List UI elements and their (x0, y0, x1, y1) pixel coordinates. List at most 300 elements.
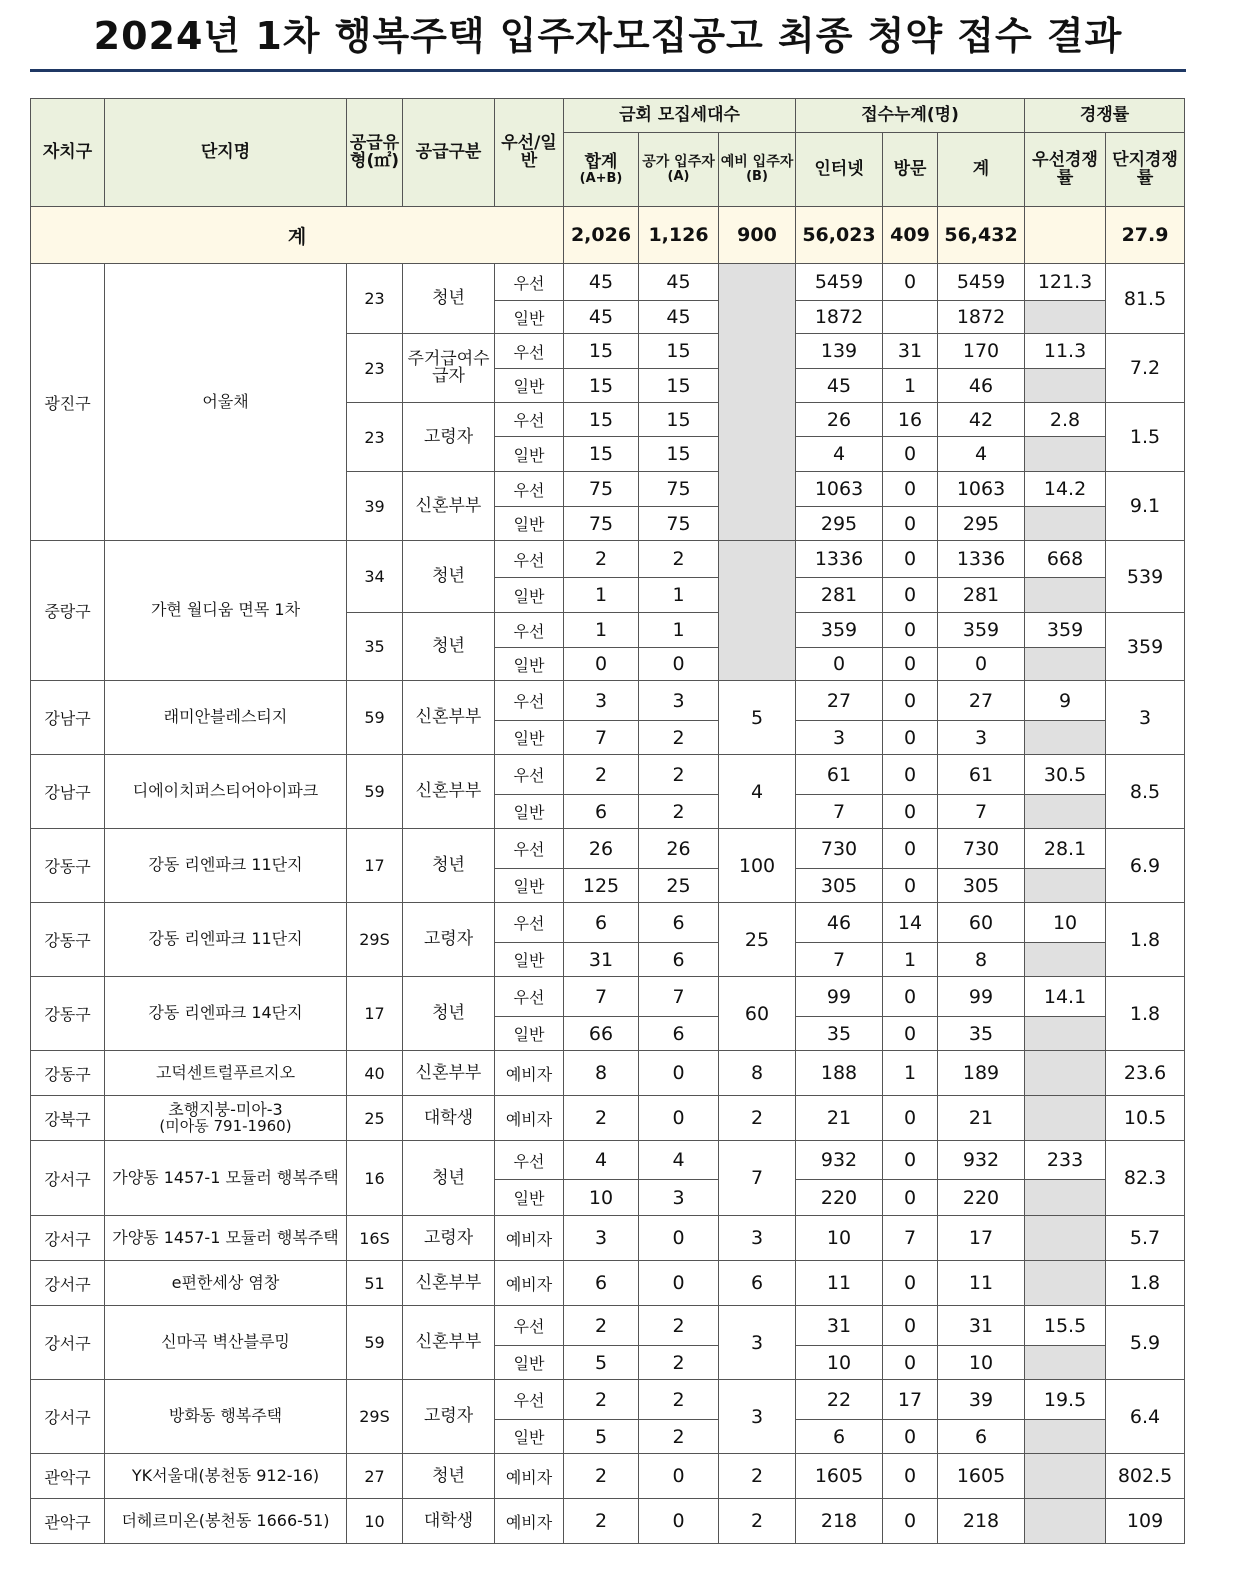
recruit-vacant-cell: 15 (639, 334, 719, 369)
apply-internet-cell: 359 (796, 613, 883, 648)
recruit-reserve-cell: 7 (719, 1141, 796, 1216)
apply-sum-cell: 189 (938, 1051, 1025, 1096)
complex-name-cell (105, 1380, 347, 1454)
complex-name: 가양동 1457-1 모듈러 행복주택 (112, 1227, 339, 1247)
priority-cell: 우선 (495, 472, 564, 507)
apply-visit-cell: 7 (883, 1216, 938, 1261)
table-row (31, 1499, 1185, 1544)
recruit-vacant-cell: 0 (639, 1096, 719, 1141)
complex-name-cell (105, 1096, 347, 1141)
apply-sum-cell: 359 (938, 613, 1025, 648)
header-recruit-reserve-sub: (B) (746, 169, 768, 185)
supply-type-cell: 17 (347, 977, 403, 1051)
apply-visit-cell: 0 (883, 795, 938, 829)
district-cell: 관악구 (31, 1454, 105, 1499)
recruit-reserve-cell: 2 (719, 1096, 796, 1141)
priority-cell: 우선 (495, 681, 564, 721)
header-recruit-total-sub: (A+B) (579, 170, 623, 186)
recruit-total-cell: 10 (564, 1180, 639, 1216)
title-underline (30, 69, 1186, 72)
apply-sum-cell: 10 (938, 1346, 1025, 1380)
recruit-vacant-cell: 0 (639, 648, 719, 681)
complex-competition-cell: 81.5 (1106, 264, 1185, 334)
apply-internet-cell: 220 (796, 1180, 883, 1216)
priority-competition-cell (1025, 1051, 1106, 1096)
recruit-vacant-cell: 2 (639, 721, 719, 755)
district-cell: 강서구 (31, 1261, 105, 1306)
recruit-vacant-cell: 1 (639, 613, 719, 648)
header-recruit-vacant-sub: (A) (667, 169, 690, 185)
total-visit: 409 (883, 207, 938, 264)
district-cell: 강서구 (31, 1216, 105, 1261)
recruit-total-cell: 0 (564, 648, 639, 681)
supply-type-cell: 40 (347, 1051, 403, 1096)
apply-visit-cell: 0 (883, 1261, 938, 1306)
supply-type-cell: 10 (347, 1499, 403, 1544)
recruit-reserve-cell: 6 (719, 1261, 796, 1306)
supply-class-cell: 청년 (403, 264, 495, 334)
supply-type-cell: 39 (347, 472, 403, 541)
priority-competition-cell (1025, 1180, 1106, 1216)
complex-name: e편한세상 염창 (171, 1272, 280, 1292)
total-recruit-reserve: 900 (719, 207, 796, 264)
supply-class-cell: 고령자 (403, 1216, 495, 1261)
priority-cell: 예비자 (495, 1499, 564, 1544)
apply-visit-cell: 1 (883, 369, 938, 403)
recruit-total-cell: 75 (564, 472, 639, 507)
supply-class-cell: 청년 (403, 1454, 495, 1499)
recruit-vacant-cell: 0 (639, 1051, 719, 1096)
results-table (30, 98, 1185, 1544)
complex-name: 방화동 행복주택 (168, 1406, 283, 1426)
recruit-vacant-cell: 6 (639, 903, 719, 943)
priority-cell: 예비자 (495, 1051, 564, 1096)
supply-type-cell: 59 (347, 681, 403, 755)
complex-name: 강동 리엔파크 11단지 (148, 855, 303, 875)
recruit-total-cell: 3 (564, 1216, 639, 1261)
recruit-vacant-cell: 25 (639, 869, 719, 903)
recruit-vacant-cell: 2 (639, 795, 719, 829)
apply-sum-cell: 27 (938, 681, 1025, 721)
supply-type-cell: 34 (347, 541, 403, 613)
apply-sum-cell: 0 (938, 648, 1025, 681)
recruit-total-cell: 4 (564, 1141, 639, 1180)
apply-internet-cell: 1063 (796, 472, 883, 507)
supply-class-cell: 청년 (403, 829, 495, 903)
apply-sum-cell: 170 (938, 334, 1025, 369)
complex-name: 더헤르미온(봉천동 1666-51) (121, 1510, 330, 1530)
complex-name-cell (105, 1454, 347, 1499)
complex-competition-cell: 8.5 (1106, 755, 1185, 829)
apply-visit-cell: 0 (883, 578, 938, 613)
supply-type-cell: 29S (347, 903, 403, 977)
apply-sum-cell: 8 (938, 943, 1025, 977)
priority-cell: 우선 (495, 977, 564, 1017)
header-apply-visit: 방문 (883, 133, 938, 207)
supply-class-cell: 신혼부부 (403, 681, 495, 755)
apply-sum-cell: 99 (938, 977, 1025, 1017)
recruit-vacant-cell: 2 (639, 1306, 719, 1346)
total-priority-competition (1025, 207, 1106, 264)
priority-cell: 일반 (495, 301, 564, 334)
priority-cell: 일반 (495, 648, 564, 681)
recruit-total-cell: 45 (564, 264, 639, 301)
priority-cell: 일반 (495, 1017, 564, 1051)
apply-internet-cell: 139 (796, 334, 883, 369)
recruit-vacant-cell: 75 (639, 507, 719, 541)
priority-cell: 우선 (495, 1306, 564, 1346)
recruit-total-cell: 2 (564, 541, 639, 578)
apply-internet-cell: 99 (796, 977, 883, 1017)
complex-name: 초행지붕-미아-3 (168, 1099, 283, 1119)
complex-name-cell (105, 755, 347, 829)
supply-class-cell: 청년 (403, 541, 495, 613)
apply-internet-cell: 31 (796, 1306, 883, 1346)
apply-internet-cell: 1605 (796, 1454, 883, 1499)
recruit-total-cell: 66 (564, 1017, 639, 1051)
header-recruit-reserve (719, 133, 796, 207)
apply-internet-cell: 61 (796, 755, 883, 795)
priority-competition-cell: 2.8 (1025, 403, 1106, 437)
recruit-total-cell: 2 (564, 1454, 639, 1499)
priority-competition-cell: 9 (1025, 681, 1106, 721)
recruit-total-cell: 5 (564, 1346, 639, 1380)
complex-competition-cell: 1.8 (1106, 1261, 1185, 1306)
complex-name: 신마곡 벽산블루밍 (161, 1332, 290, 1352)
table-row (31, 1306, 1185, 1346)
apply-visit-cell: 0 (883, 648, 938, 681)
priority-cell: 일반 (495, 795, 564, 829)
recruit-total-cell: 6 (564, 795, 639, 829)
total-recruit-vacant: 1,126 (639, 207, 719, 264)
complex-address: (미아동 791-1960) (159, 1116, 292, 1135)
recruit-reserve-cell (719, 541, 796, 681)
priority-competition-cell (1025, 578, 1106, 613)
apply-sum-cell: 1872 (938, 301, 1025, 334)
complex-competition-cell: 1.8 (1106, 903, 1185, 977)
apply-visit-cell: 14 (883, 903, 938, 943)
apply-internet-cell: 21 (796, 1096, 883, 1141)
complex-name-cell (105, 1141, 347, 1216)
complex-name: 고덕센트럴푸르지오 (155, 1062, 296, 1082)
apply-internet-cell: 218 (796, 1499, 883, 1544)
complex-name-cell (105, 1216, 347, 1261)
recruit-reserve-cell: 2 (719, 1454, 796, 1499)
recruit-total-cell: 15 (564, 437, 639, 472)
table-row (31, 977, 1185, 1017)
apply-visit-cell: 0 (883, 829, 938, 869)
header-priority-competition: 우선경쟁률 (1025, 133, 1106, 207)
priority-cell: 일반 (495, 369, 564, 403)
district-cell: 강서구 (31, 1141, 105, 1216)
header-recruit-vacant (639, 133, 719, 207)
priority-competition-cell: 30.5 (1025, 755, 1106, 795)
apply-visit-cell: 0 (883, 1180, 938, 1216)
recruit-total-cell: 6 (564, 903, 639, 943)
complex-competition-cell: 1.5 (1106, 403, 1185, 472)
priority-competition-cell: 28.1 (1025, 829, 1106, 869)
recruit-vacant-cell: 15 (639, 369, 719, 403)
recruit-vacant-cell: 2 (639, 1380, 719, 1420)
complex-competition-cell: 539 (1106, 541, 1185, 613)
priority-competition-cell: 14.1 (1025, 977, 1106, 1017)
table-row (31, 264, 1185, 301)
header-district: 자치구 (31, 99, 105, 207)
apply-visit-cell: 0 (883, 541, 938, 578)
priority-competition-cell (1025, 648, 1106, 681)
apply-visit-cell: 0 (883, 507, 938, 541)
apply-visit-cell: 0 (883, 1499, 938, 1544)
apply-sum-cell: 31 (938, 1306, 1025, 1346)
apply-visit-cell: 0 (883, 1141, 938, 1180)
complex-name: 래미안블레스티지 (163, 707, 288, 727)
priority-competition-cell (1025, 721, 1106, 755)
priority-competition-cell: 121.3 (1025, 264, 1106, 301)
table-row (31, 541, 1185, 578)
header-complex: 단지명 (105, 99, 347, 207)
priority-competition-cell: 19.5 (1025, 1380, 1106, 1420)
priority-competition-cell (1025, 1420, 1106, 1454)
priority-cell: 우선 (495, 264, 564, 301)
apply-visit-cell: 0 (883, 869, 938, 903)
apply-internet-cell: 6 (796, 1420, 883, 1454)
complex-name: 가현 월디움 면목 1차 (150, 600, 301, 620)
recruit-reserve-cell: 25 (719, 903, 796, 977)
apply-visit-cell: 16 (883, 403, 938, 437)
complex-competition-cell: 802.5 (1106, 1454, 1185, 1499)
supply-type-cell: 35 (347, 613, 403, 681)
recruit-total-cell: 15 (564, 403, 639, 437)
district-cell: 강동구 (31, 903, 105, 977)
table-row (31, 1380, 1185, 1420)
supply-class-cell: 청년 (403, 613, 495, 681)
table-row (31, 903, 1185, 943)
complex-competition-cell: 359 (1106, 613, 1185, 681)
total-complex-competition: 27.9 (1106, 207, 1185, 264)
apply-sum-cell: 220 (938, 1180, 1025, 1216)
supply-class-cell: 청년 (403, 977, 495, 1051)
recruit-total-cell: 5 (564, 1420, 639, 1454)
recruit-total-cell: 8 (564, 1051, 639, 1096)
priority-cell: 우선 (495, 755, 564, 795)
recruit-vacant-cell: 2 (639, 755, 719, 795)
recruit-vacant-cell: 15 (639, 403, 719, 437)
district-cell: 강남구 (31, 755, 105, 829)
complex-name-cell (105, 1051, 347, 1096)
complex-competition-cell: 3 (1106, 681, 1185, 755)
apply-visit-cell: 31 (883, 334, 938, 369)
header-apply-sum: 계 (938, 133, 1025, 207)
priority-cell: 우선 (495, 1380, 564, 1420)
apply-internet-cell: 7 (796, 795, 883, 829)
recruit-vacant-cell: 1 (639, 578, 719, 613)
recruit-vacant-cell: 2 (639, 541, 719, 578)
recruit-reserve-cell: 3 (719, 1380, 796, 1454)
apply-sum-cell: 281 (938, 578, 1025, 613)
apply-internet-cell: 45 (796, 369, 883, 403)
recruit-vacant-cell: 6 (639, 943, 719, 977)
recruit-total-cell: 3 (564, 681, 639, 721)
recruit-reserve-cell: 100 (719, 829, 796, 903)
recruit-total-cell: 1 (564, 613, 639, 648)
apply-visit-cell: 0 (883, 264, 938, 301)
priority-cell: 우선 (495, 613, 564, 648)
apply-sum-cell: 42 (938, 403, 1025, 437)
supply-type-cell: 16 (347, 1141, 403, 1216)
complex-name: 디에이치퍼스티어아이파크 (132, 781, 319, 801)
recruit-vacant-cell: 0 (639, 1261, 719, 1306)
header-supply-class: 공급구분 (403, 99, 495, 207)
apply-visit-cell: 0 (883, 721, 938, 755)
priority-competition-cell: 11.3 (1025, 334, 1106, 369)
apply-internet-cell: 932 (796, 1141, 883, 1180)
apply-internet-cell: 26 (796, 403, 883, 437)
apply-internet-cell: 27 (796, 681, 883, 721)
priority-cell: 우선 (495, 1141, 564, 1180)
priority-cell: 우선 (495, 334, 564, 369)
recruit-vacant-cell: 0 (639, 1454, 719, 1499)
complex-competition-cell: 5.9 (1106, 1306, 1185, 1380)
complex-name-cell (105, 903, 347, 977)
recruit-reserve-cell: 5 (719, 681, 796, 755)
apply-internet-cell: 295 (796, 507, 883, 541)
apply-internet-cell: 10 (796, 1216, 883, 1261)
recruit-vacant-cell: 0 (639, 1216, 719, 1261)
priority-competition-cell (1025, 1454, 1106, 1499)
recruit-total-cell: 2 (564, 1096, 639, 1141)
supply-type-cell: 27 (347, 1454, 403, 1499)
table-row (31, 829, 1185, 869)
complex-name-cell (105, 681, 347, 755)
apply-sum-cell: 61 (938, 755, 1025, 795)
supply-class-cell: 신혼부부 (403, 1051, 495, 1096)
recruit-vacant-cell: 3 (639, 1180, 719, 1216)
apply-sum-cell: 11 (938, 1261, 1025, 1306)
apply-visit-cell: 0 (883, 681, 938, 721)
recruit-total-cell: 15 (564, 334, 639, 369)
supply-class-cell: 대학생 (403, 1499, 495, 1544)
complex-name: 강동 리엔파크 14단지 (148, 1003, 303, 1023)
supply-class-cell: 신혼부부 (403, 755, 495, 829)
priority-competition-cell: 15.5 (1025, 1306, 1106, 1346)
apply-visit-cell: 0 (883, 1346, 938, 1380)
complex-name-cell (105, 1261, 347, 1306)
table-row (31, 1261, 1185, 1306)
header-complex-competition: 단지경쟁률 (1106, 133, 1185, 207)
complex-name-cell (105, 977, 347, 1051)
header-competition-group: 경쟁률 (1025, 99, 1185, 133)
apply-visit-cell (883, 301, 938, 334)
district-cell: 관악구 (31, 1499, 105, 1544)
supply-type-cell: 17 (347, 829, 403, 903)
recruit-total-cell: 7 (564, 977, 639, 1017)
apply-sum-cell: 295 (938, 507, 1025, 541)
recruit-total-cell: 125 (564, 869, 639, 903)
recruit-total-cell: 1 (564, 578, 639, 613)
district-cell: 강남구 (31, 681, 105, 755)
total-internet: 56,023 (796, 207, 883, 264)
total-row (31, 207, 1185, 264)
header-recruit-group: 금회 모집세대수 (564, 99, 796, 133)
priority-competition-cell: 668 (1025, 541, 1106, 578)
apply-internet-cell: 281 (796, 578, 883, 613)
complex-competition-cell: 7.2 (1106, 334, 1185, 403)
supply-type-cell: 29S (347, 1380, 403, 1454)
priority-cell: 일반 (495, 437, 564, 472)
apply-visit-cell: 0 (883, 437, 938, 472)
apply-internet-cell: 3 (796, 721, 883, 755)
complex-name-cell (105, 829, 347, 903)
priority-competition-cell (1025, 1499, 1106, 1544)
recruit-total-cell: 31 (564, 943, 639, 977)
table-row (31, 1141, 1185, 1180)
recruit-reserve-cell: 3 (719, 1216, 796, 1261)
recruit-vacant-cell: 7 (639, 977, 719, 1017)
recruit-vacant-cell: 75 (639, 472, 719, 507)
recruit-total-cell: 75 (564, 507, 639, 541)
supply-class-cell: 고령자 (403, 403, 495, 472)
supply-type-cell: 59 (347, 755, 403, 829)
complex-name: 강동 리엔파크 11단지 (148, 929, 303, 949)
header-recruit-reserve-label: 예비 입주자 (720, 154, 794, 171)
priority-competition-cell (1025, 869, 1106, 903)
complex-name: YK서울대(봉천동 912-16) (131, 1465, 320, 1485)
apply-internet-cell: 4 (796, 437, 883, 472)
recruit-reserve-cell: 2 (719, 1499, 796, 1544)
total-sum: 56,432 (938, 207, 1025, 264)
apply-visit-cell: 1 (883, 943, 938, 977)
supply-class-cell: 신혼부부 (403, 472, 495, 541)
apply-internet-cell: 35 (796, 1017, 883, 1051)
apply-visit-cell: 17 (883, 1380, 938, 1420)
complex-competition-cell: 6.4 (1106, 1380, 1185, 1454)
complex-competition-cell: 82.3 (1106, 1141, 1185, 1216)
district-cell: 광진구 (31, 264, 105, 541)
recruit-reserve-cell: 3 (719, 1306, 796, 1380)
apply-internet-cell: 7 (796, 943, 883, 977)
recruit-total-cell: 7 (564, 721, 639, 755)
priority-competition-cell (1025, 301, 1106, 334)
district-cell: 강북구 (31, 1096, 105, 1141)
priority-cell: 예비자 (495, 1216, 564, 1261)
apply-sum-cell: 1063 (938, 472, 1025, 507)
apply-visit-cell: 0 (883, 755, 938, 795)
apply-visit-cell: 0 (883, 1420, 938, 1454)
recruit-vacant-cell: 0 (639, 1499, 719, 1544)
apply-internet-cell: 11 (796, 1261, 883, 1306)
recruit-total-cell: 15 (564, 369, 639, 403)
priority-competition-cell (1025, 1261, 1106, 1306)
priority-cell: 예비자 (495, 1454, 564, 1499)
supply-type-cell: 23 (347, 403, 403, 472)
priority-cell: 우선 (495, 541, 564, 578)
apply-internet-cell: 1336 (796, 541, 883, 578)
complex-competition-cell: 23.6 (1106, 1051, 1185, 1096)
apply-sum-cell: 932 (938, 1141, 1025, 1180)
supply-class-cell: 신혼부부 (403, 1306, 495, 1380)
priority-competition-cell (1025, 1017, 1106, 1051)
apply-sum-cell: 4 (938, 437, 1025, 472)
apply-visit-cell: 0 (883, 1096, 938, 1141)
supply-class-cell: 고령자 (403, 903, 495, 977)
priority-competition-cell (1025, 369, 1106, 403)
complex-name-cell (105, 541, 347, 681)
recruit-vacant-cell: 2 (639, 1420, 719, 1454)
priority-cell: 일반 (495, 1346, 564, 1380)
complex-competition-cell: 10.5 (1106, 1096, 1185, 1141)
apply-sum-cell: 6 (938, 1420, 1025, 1454)
total-label: 계 (31, 207, 564, 264)
